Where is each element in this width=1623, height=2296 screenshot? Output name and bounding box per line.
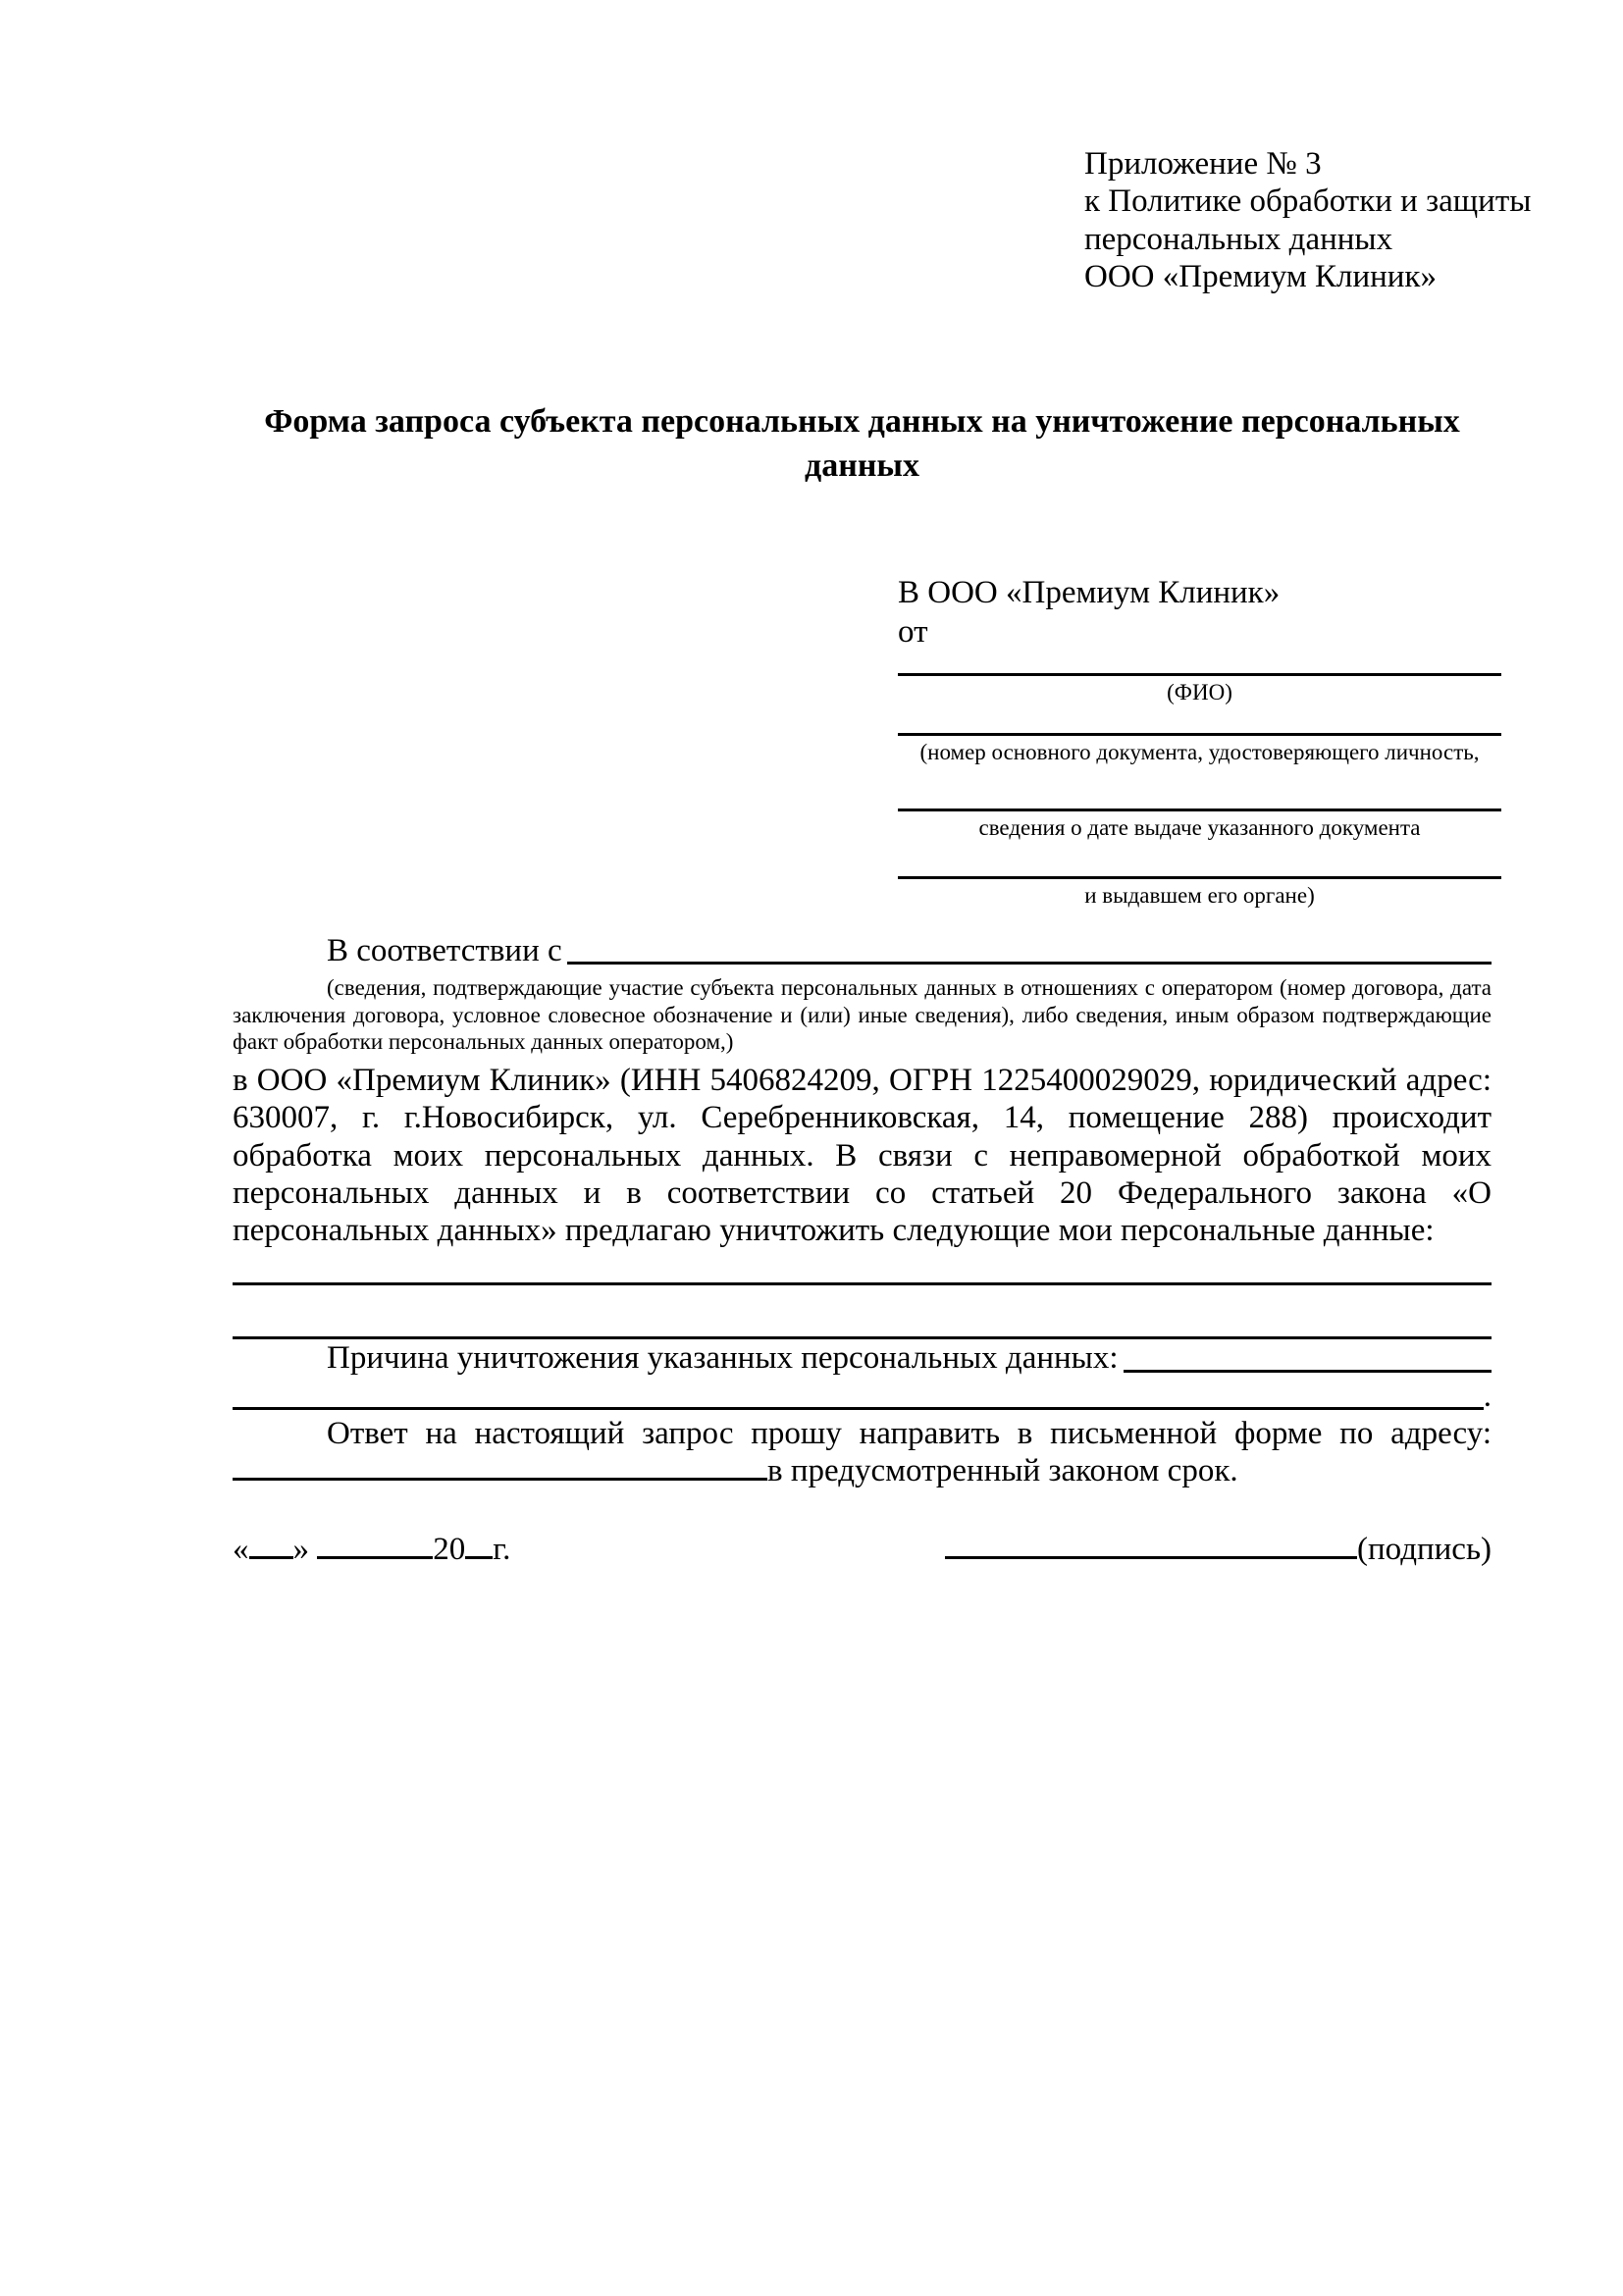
date-day-input-line[interactable] — [249, 1549, 293, 1559]
document-issue-date-input-line[interactable] — [898, 809, 1501, 811]
date-month-input-line[interactable] — [317, 1549, 433, 1559]
appendix-line-3: персональных данных — [1084, 221, 1393, 257]
address-input-line[interactable] — [233, 1471, 767, 1481]
according-label: В соответствии с — [327, 933, 562, 968]
date-signature-row — [233, 1531, 1492, 1568]
signature-input-line[interactable] — [945, 1549, 1357, 1559]
fio-caption: (ФИО) — [1167, 679, 1232, 704]
addressee-from-label: от — [898, 614, 928, 651]
appendix-line-1: Приложение № 3 — [1084, 146, 1322, 182]
response-line-1: Ответ на настоящий запрос прошу направить в письменной форме по адресу: — [327, 1415, 1492, 1451]
personal-data-input-line-2[interactable] — [233, 1285, 1492, 1339]
response-line-2-text: в предусмотренный законом срок. — [767, 1453, 1238, 1489]
reason-continuation-row — [233, 1378, 1492, 1415]
date-year-prefix-label: 20 — [433, 1532, 466, 1568]
according-input-line[interactable] — [567, 962, 1492, 965]
document-number-field — [898, 733, 1501, 765]
document-title: Форма запроса субъекта персональных данных на уничтожение персональных данных — [264, 403, 1460, 484]
reason-row — [233, 1339, 1492, 1377]
date-quote-open-label: « — [233, 1532, 249, 1568]
document-issuer-input-line[interactable] — [898, 876, 1501, 879]
according-note: (сведения, подтверждающие участие субъекта персональных данных в отношениях с оператором (номер договора, дата заключения договора, условное словесное обозначение и (или) иные сведения), либо сведения, иным образом подтверждающие факт обработки персональных данных оператором,) — [233, 975, 1492, 1055]
document-issue-date-field — [898, 809, 1501, 841]
main-paragraph: в ООО «Премиум Клиник» (ИНН 5406824209, ОГРН 1225400029029, юридический адрес: 630007, г. г.Новосибирск, ул. Серебренниковская, 14, помещение 288) происходит обработка моих персональных данных. В связи с неправомерной обработкой моих персональных данных и в соответствии со статьей 20 Федерального закона «О персональных данных» предлагаю уничтожить следующие мои персональные данные: — [233, 1063, 1492, 1249]
fio-field — [898, 673, 1501, 705]
date-quote-close-label: » — [292, 1532, 309, 1568]
addressee-to: В ООО «Премиум Клиник» — [898, 575, 1281, 610]
appendix-line-4: ООО «Премиум Клиник» — [1084, 258, 1437, 294]
document-issue-date-caption: сведения о дате выдаче указанного документа — [978, 814, 1421, 840]
reason-label: Причина уничтожения указанных персональных данных: — [327, 1340, 1119, 1377]
signature-field — [945, 1531, 1492, 1568]
appendix-header — [1084, 145, 1531, 295]
date-year-input-line[interactable] — [465, 1549, 493, 1559]
reason-terminator: . — [1483, 1378, 1492, 1414]
document-body — [233, 932, 1492, 1569]
fio-input-line[interactable] — [898, 673, 1501, 676]
reason-input-line-2[interactable] — [233, 1407, 1484, 1410]
addressee-block — [898, 574, 1501, 909]
reason-input-line[interactable] — [1124, 1370, 1492, 1373]
document-number-input-line[interactable] — [898, 733, 1501, 736]
signature-caption: (подпись) — [1357, 1532, 1492, 1568]
document-issuer-caption: и выдавшем его органе) — [1084, 882, 1315, 908]
personal-data-input-line-1[interactable] — [233, 1249, 1492, 1285]
document-issuer-field — [898, 876, 1501, 909]
date-field — [233, 1531, 510, 1568]
response-line-2 — [233, 1452, 1492, 1489]
document-number-caption: (номер основного документа, удостоверяющего личность, — [919, 739, 1480, 764]
according-row — [233, 932, 1492, 969]
date-year-suffix-label: г. — [493, 1532, 511, 1568]
appendix-line-2: к Политике обработки и защиты — [1084, 183, 1532, 220]
